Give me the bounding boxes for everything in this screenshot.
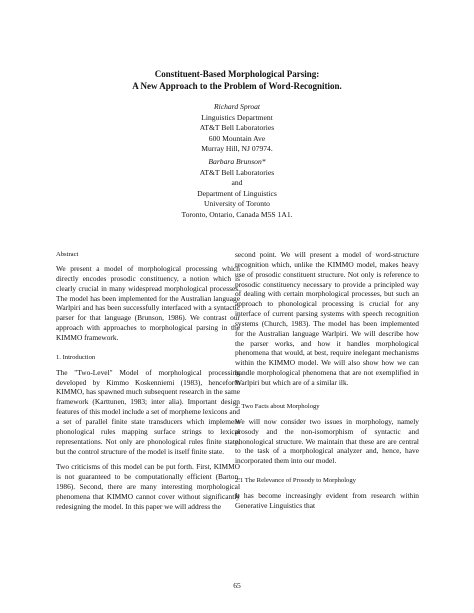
section-2-text: We will now consider two issues in morphology, namely prosody and the non-isomorphism of syntactic and phonological structure. We maintain that these are are central to the task of a morphological analyzer and, hence, have incorporated them into our model.: [235, 416, 419, 466]
affiliation-line: and: [231, 178, 243, 188]
abstract-text: We present a model of morphological processing which directly encodes prosodic constituency, a notion which is clearly crucial in many widespread morphological processes. The model has been implemented for the Australian language Warlpiri and has been successfully interfaced with a syntactic parser for that language (Brunson, 1986). We contrast our approach with approaches to morphological parsing in the KIMMO framework.: [56, 264, 240, 342]
body-paragraph: second point. We will present a model of word-structure recognition which, unlike the KIMMO model, makes heavy use of prosodic constituent structure. Not only is reference to prosodic constituency necessary to provide a principled way of dealing with certain morphological processes, but such an approach to phonological processing is crucial for any interface of current parsing systems with speech recognition systems (Church, 1983). The model has been implemented for the Australian language Warlpiri. We will describe how the parser works, and how it handles morphological phenomena that would, at best, require inelegant mechanisms within the KIMMO model. We will also show how we can handle morphological phenomena that are not exemplified in Warlpiri but which are of a similar ilk.: [235, 250, 419, 387]
page-number: 65: [233, 581, 241, 590]
left-column: [56, 250, 240, 512]
affiliation-line: 600 Mountain Ave: [208, 133, 266, 143]
author-block-1: [0, 102, 474, 155]
affiliation-line: Linguistics Department: [201, 112, 273, 122]
affiliation-line: AT&T Bell Laboratories: [199, 167, 275, 177]
section-2-1-heading: 2.1 The Relevance of Prosody to Morphology: [235, 477, 356, 485]
paper-title: [0, 68, 474, 92]
affiliation-line: AT&T Bell Laboratories: [199, 123, 275, 133]
title-line-2: A New Approach to the Problem of Word-Recognition.: [132, 81, 342, 91]
affiliation-line: Department of Linguistics: [197, 188, 277, 198]
affiliation-line: Toronto, Ontario, Canada M5S 1A1.: [181, 209, 293, 219]
section-2-1-text: It has become increasingly evident from research within Generative Linguistics that: [235, 491, 419, 510]
author-block-2: [0, 157, 474, 221]
introduction-heading: 1. Introduction: [56, 353, 96, 361]
author-name: Richard Sproat: [213, 102, 261, 111]
introduction-paragraph: Two criticisms of this model can be put forth. First, KIMMO is not guaranteed to be computationally efficient (Barton, 1986). Second, there are many interesting morphological phenomena that KIMMO cannot cover without significantly redesigning the model. In this paper we will address the: [56, 462, 240, 511]
title-line-1: Constituent-Based Morphological Parsing:: [154, 69, 320, 79]
introduction-paragraph: The "Two-Level" Model of morphological processing developed by Kimmo Koskenniemi (1983), henceforth KIMMO, has spawned much subsequent research in the same framework (Karttunen, 1983; inter alia). Important design features of this model include a set of morpheme lexicons and a set of parallel finite state transducers which implement phonological rules mapping surface strings to lexical representations. Not only are phonological rules finite state, but the control structure of the model is itself finite state.: [56, 367, 240, 456]
right-column: [235, 250, 419, 511]
abstract-heading: Abstract: [56, 251, 79, 258]
section-2-heading: 2. Two Facts about Morphology: [235, 402, 320, 410]
affiliation-line: University of Toronto: [204, 199, 270, 209]
affiliation-line: Murray Hill, NJ 07974.: [201, 144, 273, 154]
author-name: Barbara Brunson*: [208, 157, 266, 166]
